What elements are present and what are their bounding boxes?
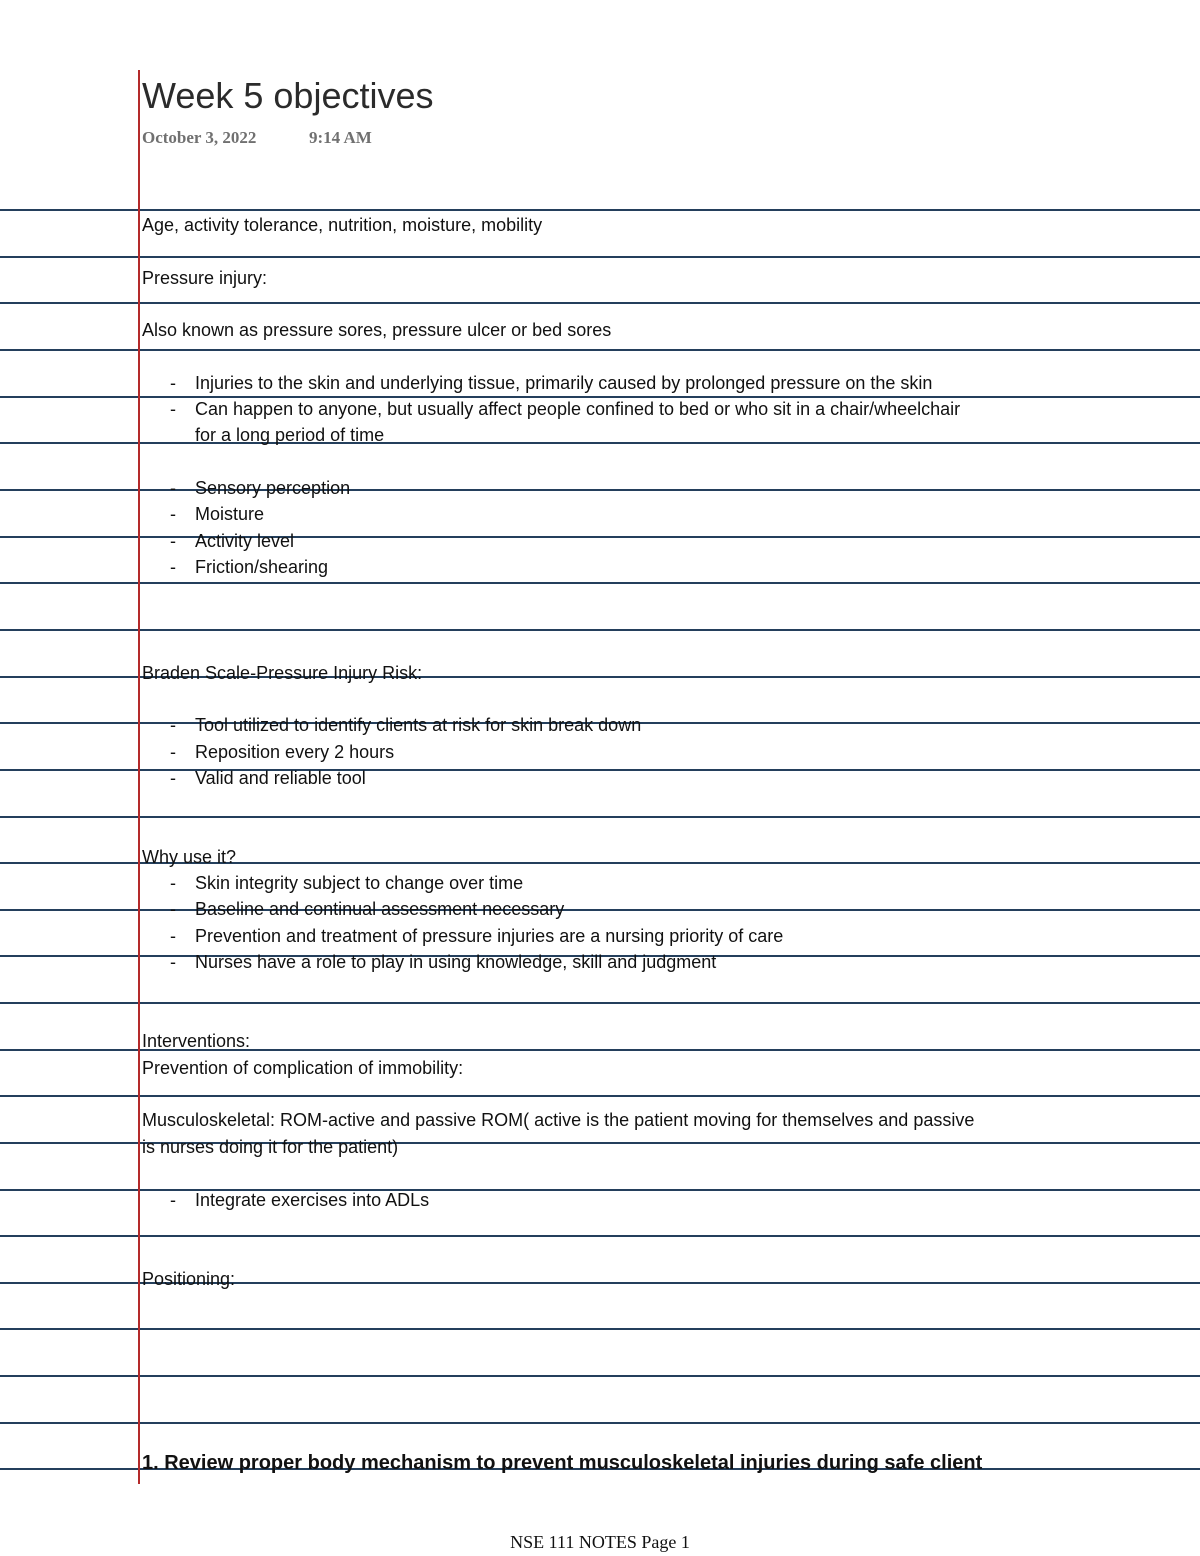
bullet-dash: - bbox=[170, 899, 176, 919]
bullet-item: Injuries to the skin and underlying tissue, primarily caused by prolonged pressure on the skin bbox=[195, 373, 933, 393]
note-line: Musculoskeletal: ROM-active and passive ROM( active is the patient moving for themselves and passive bbox=[142, 1110, 975, 1130]
bullet-item: Friction/shearing bbox=[195, 557, 329, 577]
ruled-line bbox=[0, 1375, 1200, 1377]
note-heading: Interventions: bbox=[142, 1031, 251, 1051]
page-date: October 3, 2022 bbox=[142, 128, 257, 147]
bullet-dash: - bbox=[170, 926, 176, 946]
bullet-dash: - bbox=[170, 399, 176, 419]
margin-line bbox=[138, 70, 140, 1484]
bullet-item: Integrate exercises into ADLs bbox=[195, 1190, 430, 1210]
note-line: Also known as pressure sores, pressure ulcer or bed sores bbox=[142, 320, 612, 340]
bullet-dash: - bbox=[170, 873, 176, 893]
bullet-item: Sensory perception bbox=[195, 478, 351, 498]
ruled-line bbox=[0, 349, 1200, 351]
note-heading: Pressure injury: bbox=[142, 268, 268, 288]
bullet-dash: - bbox=[170, 478, 176, 498]
bullet-dash: - bbox=[170, 715, 176, 735]
ruled-line bbox=[0, 256, 1200, 258]
note-heading: Positioning: bbox=[142, 1269, 236, 1289]
ruled-line bbox=[0, 1095, 1200, 1097]
objective-heading: 1. Review proper body mechanism to prevent musculoskeletal injuries during safe client bbox=[142, 1452, 983, 1474]
page-time: 9:14 AM bbox=[309, 128, 372, 147]
ruled-line bbox=[0, 442, 1200, 444]
note-heading: Braden Scale-Pressure Injury Risk: bbox=[142, 663, 423, 683]
ruled-line bbox=[0, 1422, 1200, 1424]
ruled-line bbox=[0, 769, 1200, 771]
bullet-dash: - bbox=[170, 768, 176, 788]
note-heading: Prevention of complication of immobility: bbox=[142, 1058, 464, 1078]
ruled-line bbox=[0, 629, 1200, 631]
bullet-item: Can happen to anyone, but usually affect people confined to bed or who sit in a chair/wheelchair bbox=[195, 399, 961, 419]
note-line: Age, activity tolerance, nutrition, moisture, mobility bbox=[142, 215, 543, 235]
ruled-line bbox=[0, 536, 1200, 538]
bullet-item: Activity level bbox=[195, 531, 295, 551]
bullet-dash: - bbox=[170, 504, 176, 524]
bullet-item: Tool utilized to identify clients at risk for skin break down bbox=[195, 715, 642, 735]
bullet-dash: - bbox=[170, 952, 176, 972]
ruled-line bbox=[0, 1235, 1200, 1237]
bullet-item: Baseline and continual assessment necessary bbox=[195, 899, 565, 919]
bullet-dash: - bbox=[170, 557, 176, 577]
bullet-item: Reposition every 2 hours bbox=[195, 742, 395, 762]
bullet-item: Moisture bbox=[195, 504, 265, 524]
ruled-line bbox=[0, 1002, 1200, 1004]
bullet-dash: - bbox=[170, 531, 176, 551]
ruled-line bbox=[0, 582, 1200, 584]
bullet-item-continued: for a long period of time bbox=[195, 425, 385, 445]
bullet-dash: - bbox=[170, 373, 176, 393]
note-line-continued: is nurses doing it for the patient) bbox=[142, 1137, 399, 1157]
ruled-line bbox=[0, 1328, 1200, 1330]
bullet-item: Skin integrity subject to change over time bbox=[195, 873, 524, 893]
ruled-line bbox=[0, 1189, 1200, 1191]
ruled-line bbox=[0, 909, 1200, 911]
note-heading: Why use it? bbox=[142, 847, 237, 867]
page-footer: NSE 111 NOTES Page 1 bbox=[510, 1532, 690, 1552]
bullet-item: Valid and reliable tool bbox=[195, 768, 366, 788]
ruled-line bbox=[0, 816, 1200, 818]
ruled-line bbox=[0, 209, 1200, 211]
bullet-dash: - bbox=[170, 742, 176, 762]
ruled-line bbox=[0, 489, 1200, 491]
ruled-line bbox=[0, 302, 1200, 304]
bullet-item: Prevention and treatment of pressure injuries are a nursing priority of care bbox=[195, 926, 784, 946]
bullet-dash: - bbox=[170, 1190, 176, 1210]
page-title: Week 5 objectives bbox=[142, 75, 434, 116]
bullet-item: Nurses have a role to play in using knowledge, skill and judgment bbox=[195, 952, 717, 972]
